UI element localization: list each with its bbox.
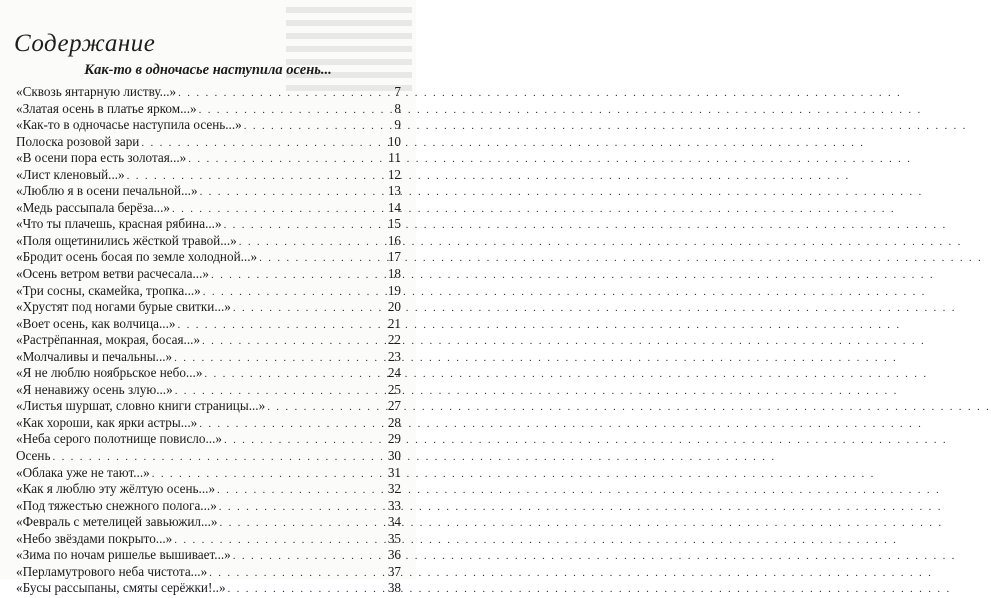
toc-entry (16, 382, 401, 399)
entry-page-number: 16 (387, 232, 401, 248)
entry-page-number: 35 (387, 530, 401, 546)
entry-page-number: 17 (387, 249, 401, 265)
toc-entry (16, 117, 401, 134)
toc-entry (16, 84, 401, 101)
dot-leader (178, 317, 385, 334)
entry-page-number: 15 (387, 216, 401, 232)
entry-title: «Небо звёздами покрыто...» (16, 530, 173, 546)
entry-title: «Перламутрового неба чистота...» (16, 563, 208, 579)
toc-entry (16, 531, 401, 548)
toc-entry (16, 564, 401, 581)
dot-leader (199, 416, 384, 433)
toc-entry (16, 200, 401, 217)
dot-leader (239, 234, 384, 251)
toc-entry (16, 365, 401, 382)
dot-leader (233, 548, 384, 565)
entry-page-number: 32 (387, 481, 401, 497)
dot-leader (217, 482, 384, 499)
dot-leader (244, 118, 384, 135)
entry-title: «Под тяжестью снежного полога...» (16, 497, 217, 513)
entry-page-number: 9 (394, 117, 401, 133)
entry-page-number: 31 (387, 464, 401, 480)
dot-leader (188, 151, 384, 168)
entry-page-number: 7 (394, 84, 401, 99)
toc-entry (16, 398, 401, 415)
toc-entry (16, 283, 401, 300)
dot-leader (233, 300, 384, 317)
entry-title: «Златая осень в платье ярком...» (16, 100, 197, 116)
dot-leader (211, 267, 384, 284)
entry-page-number: 34 (387, 514, 401, 530)
toc-entry (16, 415, 401, 432)
toc-entry (16, 332, 401, 349)
entry-page-number: 36 (387, 547, 401, 563)
entry-title: Полоска розовой зари (16, 133, 140, 149)
dot-leader (172, 201, 384, 218)
dot-leader (204, 366, 384, 383)
toc-heading: Содержание (14, 29, 156, 57)
dot-leader (200, 184, 384, 201)
dot-leader (175, 383, 384, 400)
dot-leader (174, 350, 384, 367)
toc-entry (16, 299, 401, 316)
dot-leader (178, 85, 384, 102)
toc-entry (16, 150, 401, 167)
dot-leader (202, 333, 384, 350)
entry-page-number: 18 (387, 266, 401, 282)
entry-title: «Растрёпанная, мокрая, босая...» (16, 332, 201, 348)
toc-entry (16, 448, 401, 465)
dot-leader (224, 432, 384, 449)
entry-page-number: 37 (387, 563, 401, 579)
entry-page-number: 21 (387, 315, 401, 331)
toc-entry (16, 266, 401, 283)
toc-entry (16, 481, 401, 498)
entry-title: «Зима по ночам ришелье вышивает...» (16, 547, 231, 563)
entry-title: «Облака уже не тают...» (16, 464, 150, 480)
section-title: Как-то в одночасье наступила осень... (84, 62, 332, 78)
entry-title: «Как хороши, как ярки астры...» (16, 414, 198, 430)
entry-page-number: 29 (387, 431, 401, 447)
entry-title: «Я не люблю ноябрьское небо...» (16, 365, 203, 381)
entry-title: «Осень ветром ветви расчесала...» (16, 266, 209, 282)
dot-leader (199, 102, 384, 119)
dot-leader (224, 217, 384, 234)
entry-page-number: 25 (387, 381, 401, 397)
dot-leader (141, 135, 384, 152)
entry-page-number: 20 (387, 299, 401, 315)
toc-entry (16, 547, 401, 564)
entry-title: «Воет осень, как волчица...» (16, 315, 176, 331)
entry-title: «Медь рассыпала берёза...» (16, 199, 170, 215)
entry-page-number: 10 (387, 133, 401, 149)
toc-entry (16, 167, 401, 184)
toc-entry (16, 249, 401, 266)
entry-title: «Как я люблю эту жёлтую осень...» (16, 481, 216, 497)
toc-entry (16, 431, 401, 448)
toc-entry (16, 580, 401, 597)
entry-page-number: 14 (387, 199, 401, 215)
entry-title: «Люблю я в осени печальной...» (16, 183, 198, 199)
entry-title: «Как-то в одночасье наступила осень...» (16, 117, 242, 133)
dot-leader (152, 466, 384, 483)
entry-page-number: 19 (387, 282, 401, 298)
dot-leader (52, 449, 384, 466)
toc-entry (16, 134, 401, 151)
toc-entry (16, 498, 401, 515)
toc-entry (16, 101, 401, 118)
dot-leader (174, 532, 384, 549)
entry-page-number: 33 (387, 497, 401, 513)
entry-page-number: 27 (387, 398, 401, 414)
book-page (0, 0, 416, 596)
entry-page-number: 23 (387, 348, 401, 364)
entry-title: «Бусы рассыпаны, смяты серёжки!..» (16, 580, 226, 596)
entry-page-number: 11 (388, 150, 401, 166)
entry-title: «Поля ощетинились жёсткой травой...» (16, 232, 237, 248)
entry-title: «Что ты плачешь, красная рябина...» (16, 216, 222, 232)
toc-entry (16, 349, 401, 366)
entry-title: «Лист кленовый...» (16, 166, 125, 182)
toc-entry (16, 216, 401, 233)
show-through-text (266, 0, 416, 70)
dot-leader (228, 581, 384, 598)
entry-title: «Я ненавижу осень злую...» (16, 381, 173, 397)
entry-page-number: 13 (387, 183, 401, 199)
entry-page-number: 28 (387, 414, 401, 430)
entry-page-number: 8 (394, 100, 401, 116)
toc-entry (16, 183, 401, 200)
entry-title: Осень (16, 448, 51, 464)
dot-leader (127, 168, 384, 185)
dot-leader (219, 515, 384, 532)
entry-title: «Февраль с метелицей завьюжил...» (16, 514, 218, 530)
entry-title: «В осени пора есть золотая...» (16, 150, 187, 166)
dot-leader (209, 565, 384, 582)
entry-title: «Три сосны, скамейка, тропка...» (16, 282, 201, 298)
entry-page-number: 22 (387, 332, 401, 348)
entry-page-number: 30 (387, 448, 401, 464)
dot-leader (259, 250, 384, 267)
toc-entry (16, 316, 401, 333)
entry-title: «Молчаливы и печальны...» (16, 348, 173, 364)
entry-page-number: 38 (387, 580, 401, 596)
entry-title: «Сквозь янтарную листву...» (16, 84, 177, 99)
toc-entry (16, 514, 401, 531)
entry-page-number: 24 (387, 365, 401, 381)
dot-leader (203, 284, 384, 301)
dot-leader (267, 399, 384, 416)
entry-title: «Листья шуршат, словно книги страницы...» (16, 398, 266, 414)
entry-page-number: 12 (387, 166, 401, 182)
toc-entry-list (16, 84, 401, 597)
dot-leader (219, 499, 384, 516)
toc-entry (16, 465, 401, 482)
entry-title: «Бродит осень босая по земле холодной...» (16, 249, 258, 265)
toc-entry (16, 233, 401, 250)
entry-title: «Хрустят под ногами бурые свитки...» (16, 299, 231, 315)
entry-title: «Неба серого полотнище повисло...» (16, 431, 222, 447)
